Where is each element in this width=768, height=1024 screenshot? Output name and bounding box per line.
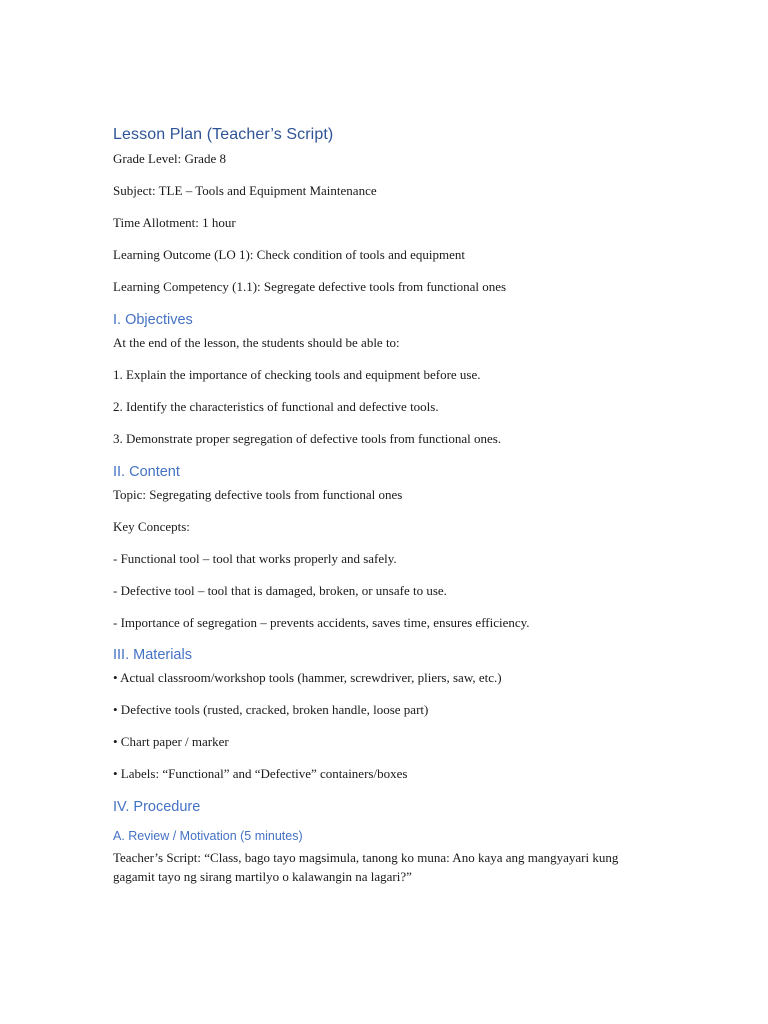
document-title: Lesson Plan (Teacher’s Script) bbox=[113, 126, 334, 143]
section-objectives bbox=[113, 310, 653, 448]
procedure-heading: IV. Procedure bbox=[113, 799, 201, 815]
meta-grade-level: Grade Level: Grade 8 bbox=[113, 151, 226, 166]
objectives-intro: At the end of the lesson, the students should be able to: bbox=[113, 335, 400, 350]
objectives-heading: I. Objectives bbox=[113, 312, 193, 328]
section-content bbox=[113, 462, 653, 632]
procedure-sub-a-heading: A. Review / Motivation (5 minutes) bbox=[113, 829, 303, 843]
meta-time-allotment: Time Allotment: 1 hour bbox=[113, 215, 236, 230]
concept-item: - Functional tool – tool that works properly and safely. bbox=[113, 551, 397, 566]
material-item: • Defective tools (rusted, cracked, broken handle, loose part) bbox=[113, 702, 429, 717]
material-item: • Labels: “Functional” and “Defective” containers/boxes bbox=[113, 766, 408, 781]
concept-item: - Defective tool – tool that is damaged, broken, or unsafe to use. bbox=[113, 583, 447, 598]
material-item: • Actual classroom/workshop tools (hammer, screwdriver, pliers, saw, etc.) bbox=[113, 670, 502, 685]
section-materials bbox=[113, 645, 653, 783]
objective-item: 2. Identify the characteristics of functional and defective tools. bbox=[113, 399, 439, 414]
content-topic: Topic: Segregating defective tools from functional ones bbox=[113, 487, 403, 502]
document-body bbox=[113, 124, 653, 899]
meta-learning-outcome: Learning Outcome (LO 1): Check condition of tools and equipment bbox=[113, 247, 465, 262]
content-heading: II. Content bbox=[113, 464, 180, 480]
materials-heading: III. Materials bbox=[113, 647, 192, 663]
meta-learning-competency: Learning Competency (1.1): Segregate defective tools from functional ones bbox=[113, 279, 507, 294]
objective-item: 1. Explain the importance of checking tools and equipment before use. bbox=[113, 367, 481, 382]
meta-subject: Subject: TLE – Tools and Equipment Maintenance bbox=[113, 183, 377, 198]
material-item: • Chart paper / marker bbox=[113, 734, 229, 749]
concept-item: - Importance of segregation – prevents accidents, saves time, ensures efficiency. bbox=[113, 615, 530, 630]
section-procedure bbox=[113, 797, 653, 886]
key-concepts-label: Key Concepts: bbox=[113, 519, 190, 534]
procedure-sub-a-script: Teacher’s Script: “Class, bago tayo magsimula, tanong ko muna: Ano kaya ang mangyayari kung gagamit tayo ng sirang martilyo o kalawangin na lagari?” bbox=[113, 850, 619, 884]
objective-item: 3. Demonstrate proper segregation of defective tools from functional ones. bbox=[113, 431, 502, 446]
